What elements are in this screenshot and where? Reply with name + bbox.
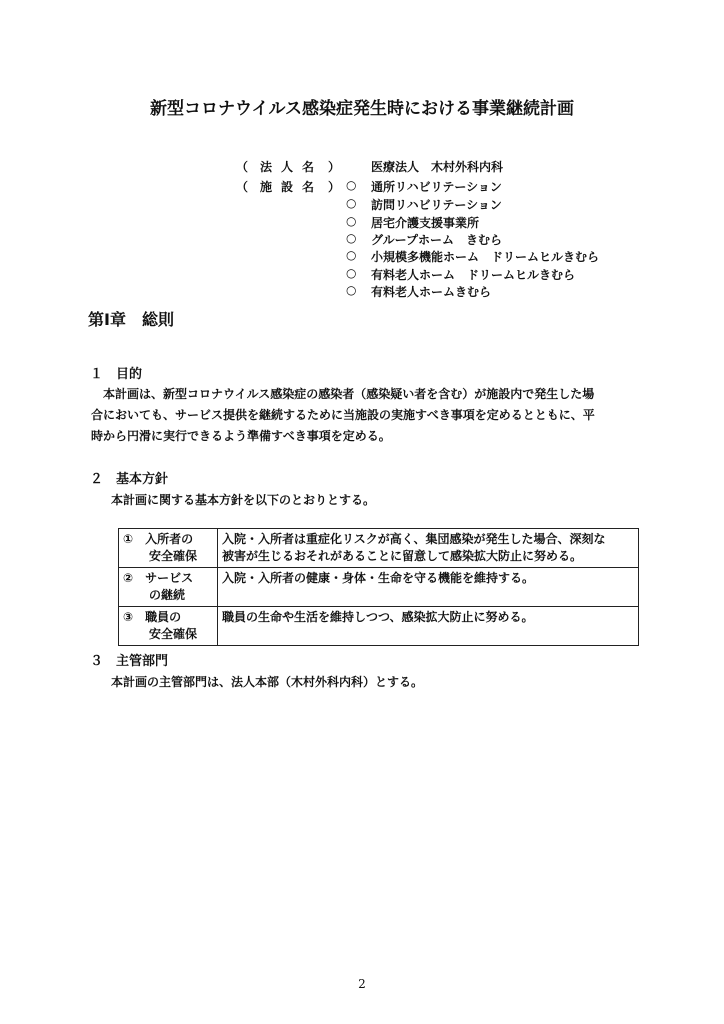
policy-desc-cell: [218, 529, 639, 568]
facility-item: 有料老人ホームきむら: [371, 285, 492, 299]
facility-item: 居宅介護支援事業所: [371, 216, 480, 230]
policy-key-cell: [119, 607, 218, 646]
policy-key-cell: [119, 529, 218, 568]
corp-name: 医療法人 木村外科内科: [371, 160, 504, 174]
policy-desc-cell: [218, 607, 639, 646]
policy-table: [118, 528, 639, 646]
document-title: 新型コロナウイルス感染症発生時における事業継続計画: [150, 99, 574, 119]
facility-bullet-icon: ○: [346, 196, 357, 210]
purpose-line: 合においても、サービス提供を継続するために当施設の実施すべき事項を定めるとともに、平: [91, 408, 595, 422]
facility-bullet-icon: ○: [346, 178, 357, 192]
facility-item: 通所リハビリテーション: [371, 180, 502, 194]
policy-desc-cell: [218, 568, 639, 607]
policy-key-line: ① 入所者の: [123, 532, 194, 546]
facility-bullet-icon: ○: [346, 266, 357, 280]
policy-key-line: ③ 職員の: [123, 610, 182, 624]
department-text: 本計画の主管部門は、法人本部（木村外科内科）とする。: [111, 675, 424, 689]
table-row: [119, 529, 639, 568]
table-row: [119, 607, 639, 646]
chapter-heading: 第Ⅰ章 総則: [88, 310, 174, 329]
facility-item: 有料老人ホーム ドリームヒルきむら: [371, 268, 576, 282]
policy-desc-line: 入院・入所者は重症化リスクが高く、集団感染が発生した場合、深刻な: [222, 532, 606, 546]
section-heading-policy: ２ 基本方針: [90, 472, 169, 487]
page-number: 2: [358, 977, 366, 991]
section-heading-purpose: １ 目的: [90, 367, 143, 382]
facility-item: 訪問リハビリテーション: [371, 198, 502, 212]
facility-bullet-icon: ○: [346, 214, 357, 228]
policy-desc-line: 職員の生命や生活を維持しつつ、感染拡大防止に努める。: [222, 610, 534, 624]
policy-intro: 本計画に関する基本方針を以下のとおりとする。: [111, 493, 376, 507]
facility-label-open-paren: （: [236, 180, 249, 194]
policy-key-line: ② サービス: [123, 571, 194, 585]
table-row: [119, 568, 639, 607]
purpose-line: 時から円滑に実行できるよう準備すべき事項を定める。: [91, 429, 391, 443]
corp-label-open-paren: （: [236, 160, 249, 174]
corp-label-close-paren: ）: [328, 160, 341, 174]
facility-bullet-icon: ○: [346, 283, 357, 297]
facility-label: 施設名: [260, 180, 324, 194]
section-heading-department: ３ 主管部門: [90, 654, 169, 669]
policy-desc-line: 入院・入所者の健康・身体・生命を守る機能を維持する。: [222, 571, 535, 585]
policy-key-line: の継続: [149, 588, 186, 602]
facility-label-close-paren: ）: [328, 180, 341, 194]
facility-item: グループホーム きむら: [371, 233, 503, 247]
facility-bullet-icon: ○: [346, 248, 357, 262]
policy-key-line: 安全確保: [149, 549, 198, 563]
policy-desc-line: 被害が生じるおそれがあることに留意して感染拡大防止に努める。: [222, 549, 583, 563]
policy-key-cell: [119, 568, 218, 607]
purpose-line: 本計画は、新型コロナウイルス感染症の感染者（感染疑い者を含む）が施設内で発生した場: [103, 387, 595, 401]
facility-bullet-icon: ○: [346, 231, 357, 245]
facility-item: 小規模多機能ホーム ドリームヒルきむら: [371, 250, 600, 264]
policy-key-line: 安全確保: [149, 627, 198, 641]
corp-label: 法人名: [260, 160, 324, 174]
